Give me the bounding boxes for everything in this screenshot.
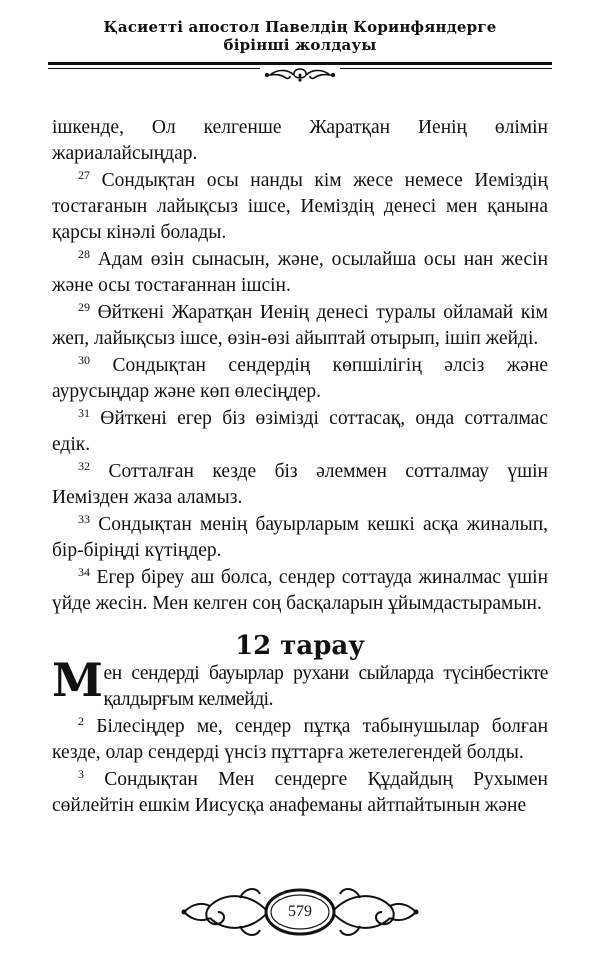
verse-number: 31 (78, 406, 90, 420)
header-flourish-icon (260, 66, 340, 84)
header-title-line1: Қасиетті апостол Павелдің Коринфяндерге (103, 18, 497, 36)
verse-33: $^{33}$ Сондықтан менің бауырларым кешкі асқа жиналып, бір-біріңді күтіңдер. (52, 512, 549, 561)
verse-28: $^{28}$ Адам өзін сынасын, және, осылайша осы нан жесін және осы тостағаннан ішсін. (52, 247, 548, 296)
verse-number: 29 (78, 300, 90, 314)
verse-number: 28 (78, 247, 90, 261)
verse-number: 2 (78, 714, 84, 728)
header-title-line2: бірінші жолдауы (223, 36, 377, 54)
drop-cap: М (52, 653, 103, 707)
verse-2: $^2$ Білесіңдер ме, сендер пұтқа табынушылар болған кезде, олар сендерді үнсіз пұттарға жетелегендей болды. (52, 714, 549, 763)
verse-number: 30 (78, 353, 90, 367)
page-body (52, 115, 548, 820)
verse-number: 34 (78, 565, 90, 579)
verse-32: $^{32}$ Сотталған кезде біз әлеммен сотталмау үшін Иемізден жаза аламыз. (52, 459, 548, 508)
verse-34: $^{34}$ Егер біреу аш болса, сендер соттауда жиналмас үшін үйде жесін. Мен келген соң басқаларын ұйымдастырамын. (52, 565, 549, 614)
running-header (0, 18, 600, 54)
verse-30: $^{30}$ Сондықтан сендердің көпшілігің әлсіз және аурусыңдар және көп өлесіңдер. (52, 353, 549, 402)
verse-number: 32 (78, 459, 90, 473)
page-number: 579 (288, 903, 312, 920)
chapter-heading: 12 тарау (235, 631, 365, 661)
verse-number: 27 (78, 168, 90, 182)
verse-29: $^{29}$ Өйткені Жаратқан Иенің денесі туралы ойламай кім жеп, лайықсыз ішсе, өзін-өзі айыптай отырып, ішіп жейді. (52, 300, 548, 349)
verse-27: $^{27}$ Сондықтан осы нанды кім жесе немесе Иеміздің тостағанын лайықсыз ішсе, Иеміздің денесі мен қанына қарсы кінәлі болады. (52, 168, 548, 243)
verse-number: 33 (78, 512, 90, 526)
verse-31: $^{31}$ Өйткені егер біз өзімізді соттасақ, онда сотталмас едік. (52, 406, 548, 455)
verse-number: 3 (78, 767, 84, 781)
verse-26-continued: ішкенде, Ол келгенше Жаратқан Иенің өлімін жариалайсыңдар. (52, 117, 548, 164)
header-rule (48, 62, 552, 65)
chapter-first-paragraph: Мен сендерді бауырлар рухани сыйларда түсінбестікте қалдырғым келмейді. (52, 653, 548, 710)
verse-3: $^3$ Сондықтан Мен сендерге Құдайдың Рухымен сөйлейтін ешкім Иисусқа анафеманы айтпайтынын және (52, 767, 548, 816)
